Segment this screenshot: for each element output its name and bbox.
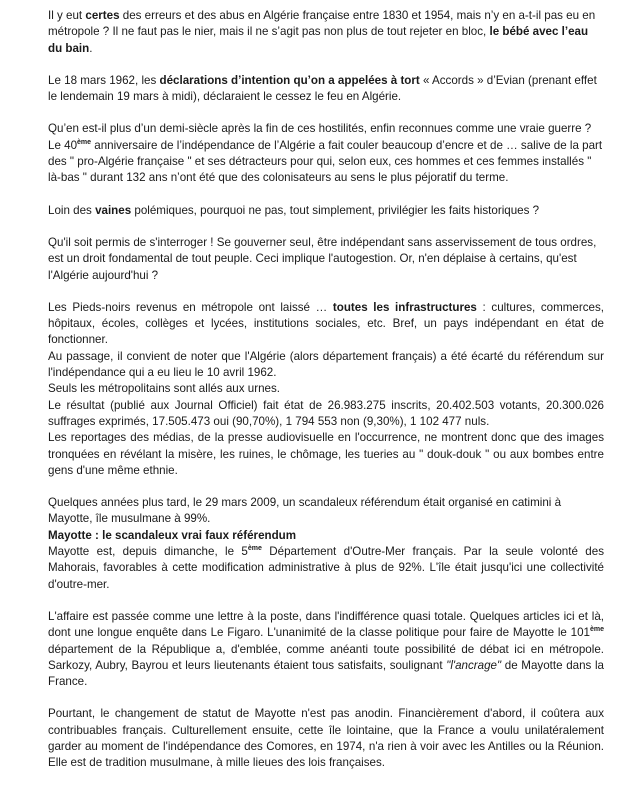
paragraph-errors-and-abuses: Il y eut certes des erreurs et des abus en Algérie française entre 1830 et 1954, mais n’y en a-t-il pas eu en métropole ? Il ne faut pas le nier, mais il ne s’agit pas non plus de tout rejeter en bloc, le bébé avec l’eau du bain.: [48, 9, 596, 55]
line-referendum-results: Le résultat (publié aux Journal Officiel) fait état de 26.983.275 inscrits, 20.402.503 votants, 20.300.026 suffrages exprimés, 17.505.473 oui (90,70%), 1 794 553 non (9,30%), 1 102 477 nuls.: [48, 398, 604, 428]
question-half-century: Qu’en est-il plus d’un demi-siècle après la fin de ces hostilités, enfin reconnues comme une vraie guerre ?: [48, 122, 592, 136]
paragraph-mayotte-department: Mayotte est, depuis dimanche, le 5ème Département d'Outre-Mer français. Par la seule volonté des Mahorais, favorables à cette modification administrative à plus de 92%. L'île était jusqu'ici une collectivité d'outre-mer.: [48, 545, 604, 591]
paragraph-self-governance: Qu'il soit permis de s'interroger ! Se gouverner seul, être indépendant sans asservissement de tous ordres, est un droit fondamental de tout peuple. Ceci implique l'autogestion. Or, n'en déplaise à certains, qu'est l'Algérie aujourd'hui ?: [48, 235, 597, 282]
emphasis-certes: certes: [85, 9, 120, 22]
emphasis-vaines: vaines: [95, 203, 132, 217]
document-page: [48, 8, 604, 788]
line-media-reports: Les reportages des médias, de la presse audiovisuelle en l'occurrence, ne montrent donc que des images tronquées en révélant la misère, les ruines, le chômage, les tueries au " douk-douk " ou aux bombes entre gens d'une même ethnie.: [48, 431, 604, 477]
paragraph-pieds-noirs: Les Pieds-noirs revenus en métropole ont laissé … toutes les infrastructures : cultures, commerces, hôpitaux, écoles, collèges et lycées, institutions sociales, etc. Bref, un pays indépendant en état de fonctionner. Au passage, il convient de noter que l'Algérie (alors département français) a été écarté du référendum sur l'indépendance qui a eu lieu le 10 avril 1962. Seuls les métropolitains sont allés aux urnes. Le résultat (publié aux Journal Officiel) fait état de 26.983.275 inscrits, 20.402.503 votants, 20.300.026 suffrages exprimés, 17.505.473 oui (90,70%), 1 794 553 non (9,30%), 1 102 477 nuls. Les reportages des médias, de la presse audiovisuelle en l'occurrence, ne montrent donc que des images tronquées en révélant la misère, les ruines, le chômage, les tueries au " douk-douk " ou aux bombes entre gens d'une même ethnie.: [48, 300, 604, 477]
section-heading-mayotte: Mayotte : le scandaleux vrai faux référendum: [48, 528, 297, 542]
paragraph-evian-accords: Le 18 mars 1962, les déclarations d’intention qu’on a appelées à tort « Accords » d’Evian (prenant effet le lendemain 19 mars à midi), déclaraient le cessez le feu en Algérie.: [48, 73, 597, 104]
line-metropolitans-voted: Seuls les métropolitains sont allés aux urnes.: [48, 382, 280, 396]
paragraph-mayotte-referendum: Quelques années plus tard, le 29 mars 2009, un scandaleux référendum était organisé en catimini à Mayotte, île musulmane à 99%.: [48, 496, 562, 526]
emphasis-baby-bathwater: le bébé avec l’eau du bain: [48, 25, 589, 55]
paragraph-indifference: L'affaire est passée comme une lettre à la poste, dans l'indifférence quasi totale. Quelques articles ici et là, dont une longue enquête dans Le Figaro. L'unanimité de la classe politique pour faire de Mayotte le 101ème département de la République a, d'emblée, comme anéanti toute possibilité de débat ici en métropole. Sarkozy, Aubry, Bayrou et leurs lieutenants étaient tous satisfaits, soulignant "l'ancrage" de Mayotte dans la France.: [48, 609, 604, 689]
quote-ancrage: "l'ancrage": [446, 658, 502, 672]
paragraph-vain-polemics: Loin des vaines polémiques, pourquoi ne pas, tout simplement, privilégier les faits historiques ?: [48, 203, 540, 217]
paragraph-status-change: Pourtant, le changement de statut de Mayotte n'est pas anodin. Financièrement d'abord, il coûtera aux contribuables français. Culturellement ensuite, cette île lointaine, que la France a voulu unilatéralement garder au moment de l'indépendance des Comores, en 1974, n'a rien à voir avec les Antilles ou la Réunion. Elle est de tradition musulmane, à mille lieues des lois françaises.: [48, 707, 604, 770]
paragraph-40th-anniversary: Qu’en est-il plus d’un demi-siècle après la fin de ces hostilités, enfin reconnues comme une vraie guerre ? Le 40ème anniversaire de l’indépendance de l’Algérie a fait couler beaucoup d’encre et de … salive de la part des " pro-Algérie française " et ses détracteurs pour qui, selon eux, ces hommes et ces femmes installés " là-bas " durant 132 ans n’ont été que des colonisateurs au sens le plus péjoratif du terme.: [48, 122, 603, 185]
line-referendum-exclusion: Au passage, il convient de noter que l'Algérie (alors département français) a été écarté du référendum sur l'indépendance qui a eu lieu le 10 avril 1962.: [48, 349, 604, 380]
emphasis-declarations: déclarations d’intention qu’on a appelées à tort: [159, 73, 420, 87]
emphasis-infrastructures: toutes les infrastructures: [332, 300, 477, 314]
